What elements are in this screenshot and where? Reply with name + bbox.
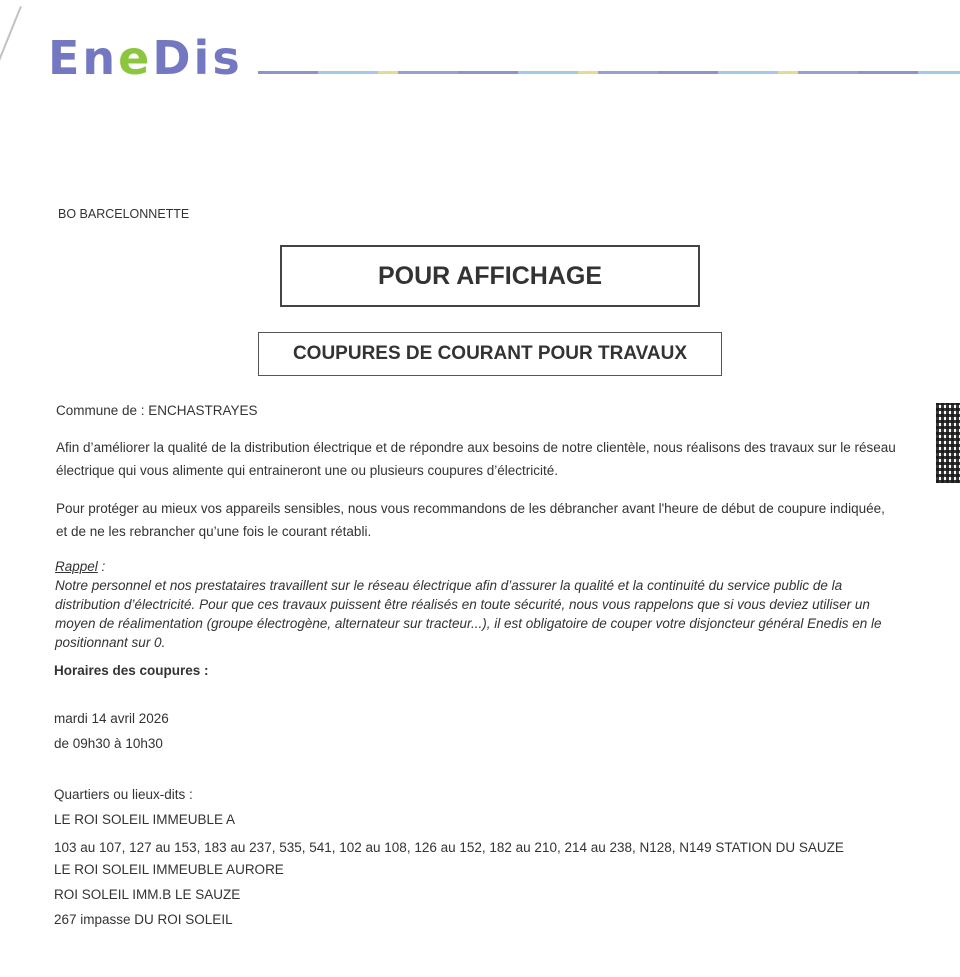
- horaires-title: Horaires des coupures :: [54, 663, 209, 678]
- logo-part-mid: e: [118, 31, 153, 85]
- notice-title: POUR AFFICHAGE: [377, 261, 603, 290]
- qr-code: [936, 403, 960, 483]
- rappel-colon: :: [97, 559, 106, 574]
- place-item: ROI SOLEIL IMM.B LE SAUZE: [54, 887, 241, 902]
- outage-date: mardi 14 avril 2026: [54, 711, 169, 726]
- intro-paragraph: Afin d’améliorer la qualité de la distribution électrique et de répondre aux besoins de notre clientèle, nous réalisons des travaux sur le réseau électrique qui vous alimente qui entraineront une ou plusieurs coupures d’électricité.: [56, 440, 896, 478]
- notice-subtitle: COUPURES DE COURANT POUR TRAVAUX: [292, 343, 688, 364]
- notice-title-box: [280, 245, 700, 307]
- rappel-title: Rappel: [55, 559, 98, 574]
- quartiers-label: Quartiers ou lieux-dits :: [54, 787, 193, 802]
- place-item: LE ROI SOLEIL IMMEUBLE A: [54, 812, 236, 827]
- agency-name: BO BARCELONNETTE: [58, 207, 190, 221]
- place-item: 267 impasse DU ROI SOLEIL: [54, 912, 233, 927]
- logo-part-right: Dis: [152, 31, 243, 85]
- logo-part-left: En: [48, 31, 119, 85]
- place-item: 103 au 107, 127 au 153, 183 au 237, 535, 541, 102 au 108, 126 au 152, 182 au 210, 214 au 238, N128, N149 STATION DU SAUZE: [54, 840, 844, 855]
- enedis-logo: [48, 28, 243, 88]
- place-item: LE ROI SOLEIL IMMEUBLE AURORE: [54, 862, 284, 877]
- header-rule: [258, 71, 960, 74]
- commune-line: Commune de : ENCHASTRAYES: [56, 403, 258, 418]
- outage-time: de 09h30 à 10h30: [54, 736, 163, 751]
- notice-subtitle-box: [258, 332, 722, 376]
- rappel-text: Notre personnel et nos prestataires travaillent sur le réseau électrique afin d’assurer la qualité et la continuité du service public de la distribution d’électricité. Pour que ces travaux puissent être réalisés en toute sécurité, nous vous rappelons que si vous deviez utiliser un moyen de réalimentation (groupe électrogène, alternateur sur tracteur...), il est obligatoire de couper votre disjoncteur général Enedis en le positionnant sur 0.: [55, 578, 882, 650]
- rappel-section: [55, 557, 895, 652]
- protection-paragraph: Pour protéger au mieux vos appareils sensibles, nous vous recommandons de les débrancher avant l'heure de début de coupure indiquée, et de ne les rebrancher qu’une fois le courant rétabli.: [56, 501, 885, 539]
- scan-mark: [0, 6, 22, 72]
